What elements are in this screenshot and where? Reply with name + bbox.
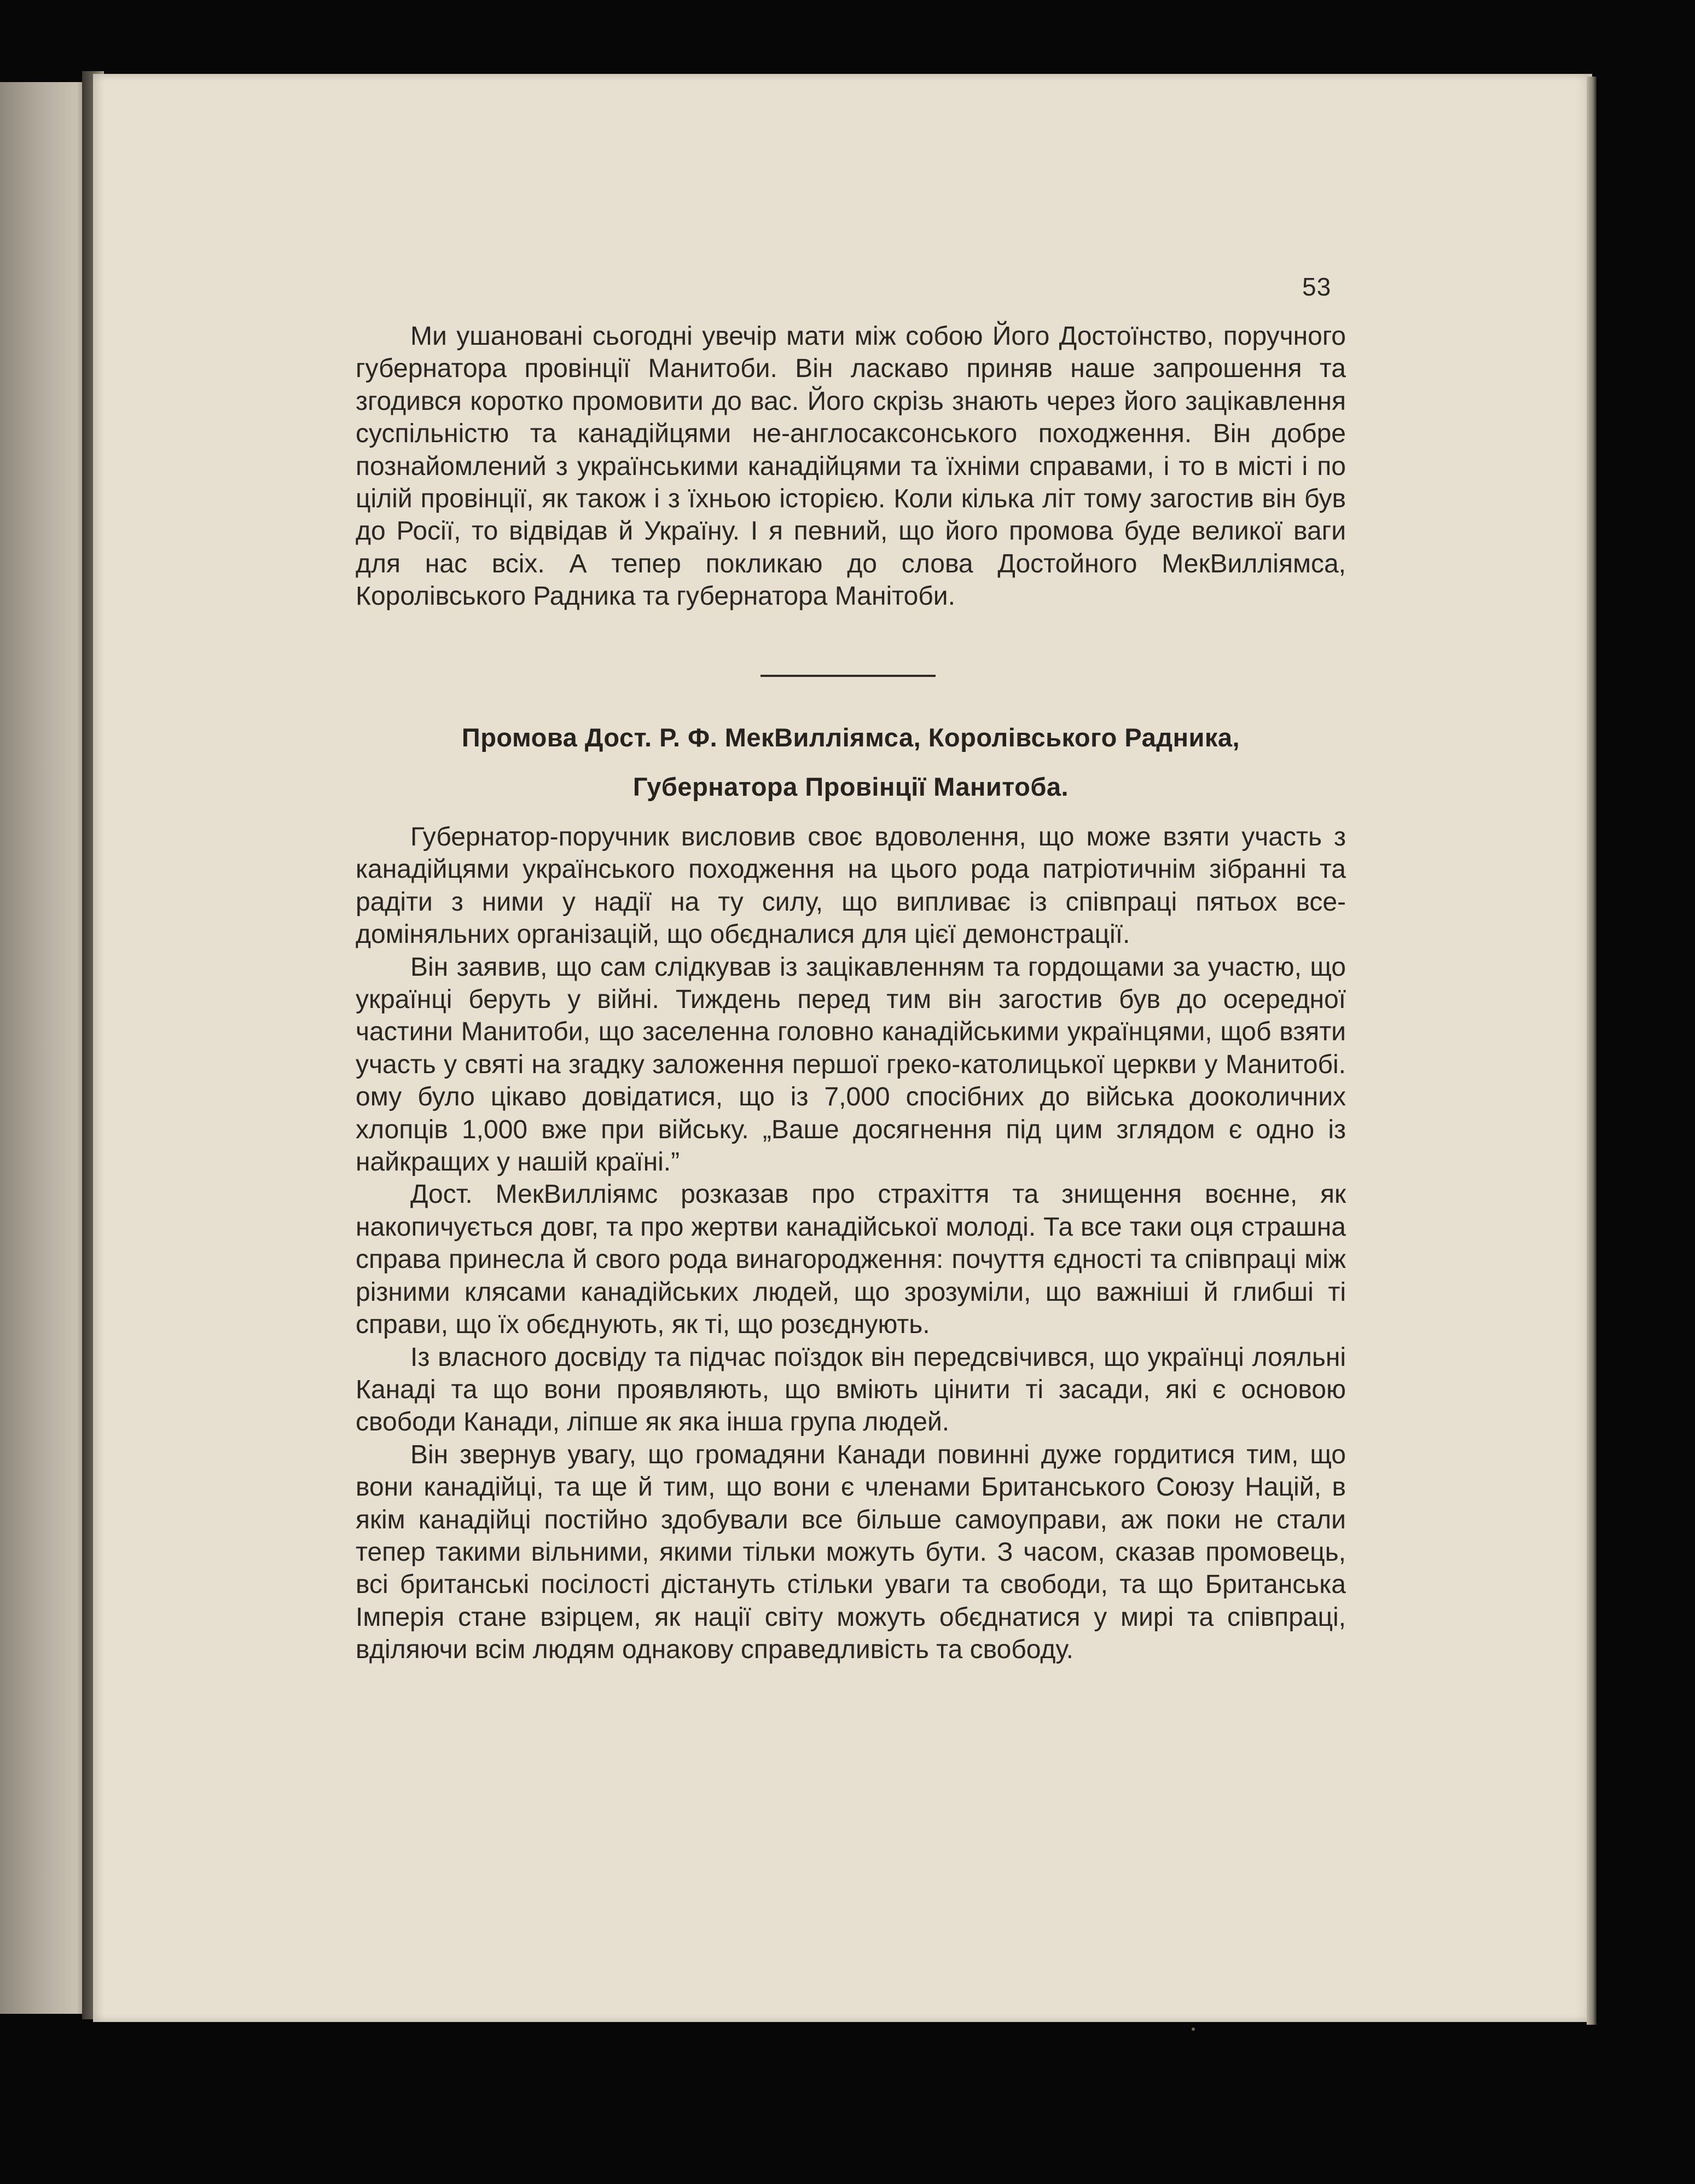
intro-paragraph: Ми ушановані сьогодні увечір мати між собою Його Достоїнство, поручного губернатора провінції Манитоби. Він ласкаво приняв наше запрошення та згодився коротко промовити до вас. Його скрізь знають через його зацікавлення суспільністю та канадійцями не-англосаксонського походження. Він добре познайомлений з українськими канадійцями та їхніми справами, і то в місті і по цілій провінції, як також і з їхньою історією. Коли кілька літ тому загостив він був до Росії, то відвідав й Україну. І я певний, що його промова буде великої ваги для нас всіх. А тепер покликаю до слова Достойного МекВилліямса, Королівського Радника та губернатора Манітоби. — [356, 322, 1346, 611]
paper-speck — [1192, 2027, 1195, 2031]
speech-heading-line-2: Губернатора Провінції Манитоба. — [632, 772, 1069, 801]
page-edge-shadow — [1587, 77, 1597, 2025]
speech-body — [356, 821, 1346, 1666]
speech-heading-line-1: Промова Дост. Р. Ф. МекВилліямса, Королівського Радника, — [461, 723, 1240, 752]
speech-paragraph-4: Із власного досвіду та підчас поїздок він передсвічився, що українці лояльні Канаді та що вони проявляють, що вміють цінити ті засади, які є основою свободи Канади, ліпше як яка інша група людей. — [356, 1342, 1346, 1437]
page-number: 53 — [1302, 273, 1332, 301]
speech-paragraph-1: Губернатор-поручник висловив своє вдоволення, що може взяти участь з канадійцями українського походження на цього рода патріотичнім зібранні та радіти з ними у надії на ту силу, що випливає із співпраці пятьох все-доміняльних організацій, що обєдналися для цієї демонстрації. — [356, 822, 1346, 949]
speech-paragraph-5: Він звернув увагу, що громадяни Канади повинні дуже гордитися тим, що вони канадійці, та ще й тим, що вони є членами Британського Союзу Націй, в якім канадійці постійно здобували все більше самоуправи, аж поки не стали тепер такими вільними, якими тільки можуть бути. З часом, сказав промовець, всі британські посілості дістануть стільки уваги та свободи, та що Британська Імперія стане взірцем, як нації світу можуть обєднатися у мирі та співпраці, вділяючи всім людям однакову справедливість та свободу. — [356, 1440, 1346, 1665]
intro-section — [356, 320, 1346, 613]
speech-paragraph-3: Дост. МекВилліямс розказав про страхіття та знищення воєнне, як накопичується довг, та про жертви канадійської молоді. Та все таки оця страшна справа принесла й свого рода винагородження: почуття єдності та співпраці між різними клясами канадійських людей, що зрозуміли, що важніші й глибші ті справи, що їх обєднують, як ті, що розєднують. — [356, 1180, 1346, 1340]
facing-page-edge — [0, 82, 96, 2014]
section-divider — [761, 675, 936, 677]
speech-paragraph-2: Він заявив, що сам слідкував із зацікавленням та гордощами за участю, що українці беруть у війні. Тиждень перед тим він загостив був до осередної частини Манитоби, що заселенна головно канадійськими українцями, щоб взяти участь у святі на згадку заложення першої греко-католицької церкви у Манитобі. ому було цікаво довідатися, що із 7,000 спосібних до війська дооколичних хлопців 1,000 вже при війську. „Ваше досягнення під цим зглядом є одно із найкращих у нашій країні.” — [356, 952, 1346, 1177]
